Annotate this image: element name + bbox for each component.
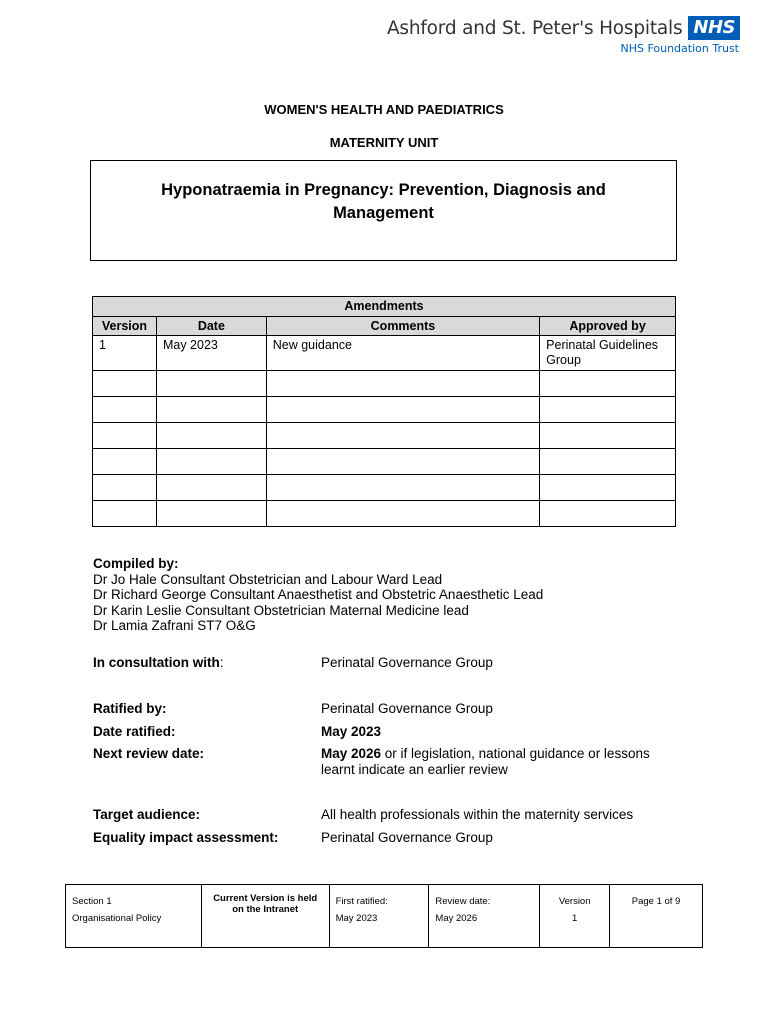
- table-cell: 1: [93, 336, 157, 371]
- nhs-logo-badge: NHS: [688, 16, 740, 40]
- table-cell: [156, 475, 266, 501]
- amendments-table: [92, 296, 676, 527]
- table-cell: [266, 397, 539, 423]
- table-cell: [266, 423, 539, 449]
- table-cell: [540, 423, 676, 449]
- table-row: [93, 449, 676, 475]
- table-cell: [156, 371, 266, 397]
- table-row: [93, 423, 676, 449]
- amendments-caption: Amendments: [93, 297, 676, 317]
- table-cell: [266, 449, 539, 475]
- footer-version-value: 1: [572, 913, 578, 924]
- footer-page-number: Page 1 of 9: [610, 885, 703, 948]
- trust-logo: [387, 16, 740, 55]
- footer-policy: Organisational Policy: [72, 913, 162, 924]
- table-cell: [156, 449, 266, 475]
- equality-label: Equality impact assessment:: [93, 830, 279, 845]
- consultation-value: Perinatal Governance Group: [321, 655, 493, 670]
- consultation-label: In consultation with: [93, 655, 220, 670]
- table-row: [93, 475, 676, 501]
- ratified-by-label: Ratified by:: [93, 701, 167, 716]
- table-header-row: [93, 317, 676, 336]
- table-cell: [156, 397, 266, 423]
- table-cell: [93, 423, 157, 449]
- footer-version-cell: [540, 885, 610, 948]
- ratified-by-value: Perinatal Governance Group: [321, 701, 493, 716]
- table-row: [93, 397, 676, 423]
- target-audience-value: All health professionals within the maternity services: [321, 807, 634, 822]
- department-heading: WOMEN'S HEALTH AND PAEDIATRICS: [264, 102, 504, 117]
- footer-review-cell: [429, 885, 540, 948]
- title-box: [90, 160, 677, 261]
- column-header: Date: [156, 317, 266, 336]
- document-title: Hyponatraemia in Pregnancy: Prevention, Diagnosis and Management: [161, 181, 606, 222]
- table-cell: [156, 423, 266, 449]
- table-cell: [93, 475, 157, 501]
- next-review-value: [321, 746, 681, 778]
- compiler-entry: Dr Richard George Consultant Anaesthetist and Obstetric Anaesthetic Lead: [93, 587, 544, 602]
- table-row: [93, 371, 676, 397]
- table-cell: [156, 501, 266, 527]
- footer-table: [65, 884, 703, 948]
- footer-section: Section 1: [72, 896, 112, 907]
- table-row: [93, 336, 676, 371]
- footer-first-ratified-value: May 2023: [335, 913, 378, 924]
- next-review-condition: or if legislation, national guidance or lessons learnt indicate an earlier review: [321, 746, 650, 777]
- footer-section-cell: [66, 885, 202, 948]
- date-ratified-label: Date ratified:: [93, 724, 176, 739]
- next-review-label: Next review date:: [93, 746, 205, 761]
- target-audience-label: Target audience:: [93, 807, 201, 822]
- footer-first-ratified-cell: [329, 885, 429, 948]
- table-cell: [266, 501, 539, 527]
- footer-version-label: Version: [558, 896, 591, 907]
- table-cell: [93, 397, 157, 423]
- table-cell: [540, 501, 676, 527]
- table-cell: [266, 371, 539, 397]
- table-cell: [266, 475, 539, 501]
- footer-review-value: May 2026: [435, 913, 478, 924]
- table-cell: [540, 397, 676, 423]
- date-ratified-value: May 2023: [321, 724, 382, 739]
- footer-first-ratified-label: First ratified:: [335, 896, 388, 907]
- table-cell: Perinatal Guidelines Group: [540, 336, 676, 371]
- next-review-date: May 2026: [321, 746, 382, 761]
- trust-name: Ashford and St. Peter's Hospitals: [386, 17, 683, 39]
- table-cell: [93, 449, 157, 475]
- compiled-by-label: Compiled by:: [93, 556, 179, 571]
- table-cell: [540, 371, 676, 397]
- footer-current-version: Current Version is held on the Intranet: [201, 885, 329, 948]
- table-row: [93, 501, 676, 527]
- table-cell: [93, 371, 157, 397]
- compiled-by-section: [93, 556, 543, 634]
- table-cell: New guidance: [266, 336, 539, 371]
- compiler-entry: Dr Lamia Zafrani ST7 O&G: [93, 618, 256, 633]
- consultation-colon: :: [219, 655, 224, 670]
- table-cell: [540, 449, 676, 475]
- trust-subtitle: NHS Foundation Trust: [620, 42, 739, 55]
- footer-review-label: Review date:: [435, 896, 491, 907]
- table-cell: [540, 475, 676, 501]
- column-header: Comments: [266, 317, 539, 336]
- compiler-entry: Dr Jo Hale Consultant Obstetrician and Labour Ward Lead: [93, 571, 443, 587]
- column-header: Version: [93, 317, 157, 336]
- equality-value: Perinatal Governance Group: [321, 830, 493, 845]
- unit-heading: MATERNITY UNIT: [329, 135, 439, 150]
- table-cell: [93, 501, 157, 527]
- table-cell: May 2023: [156, 336, 266, 371]
- column-header: Approved by: [540, 317, 676, 336]
- compiler-entry: Dr Karin Leslie Consultant Obstetrician Maternal Medicine lead: [93, 602, 469, 618]
